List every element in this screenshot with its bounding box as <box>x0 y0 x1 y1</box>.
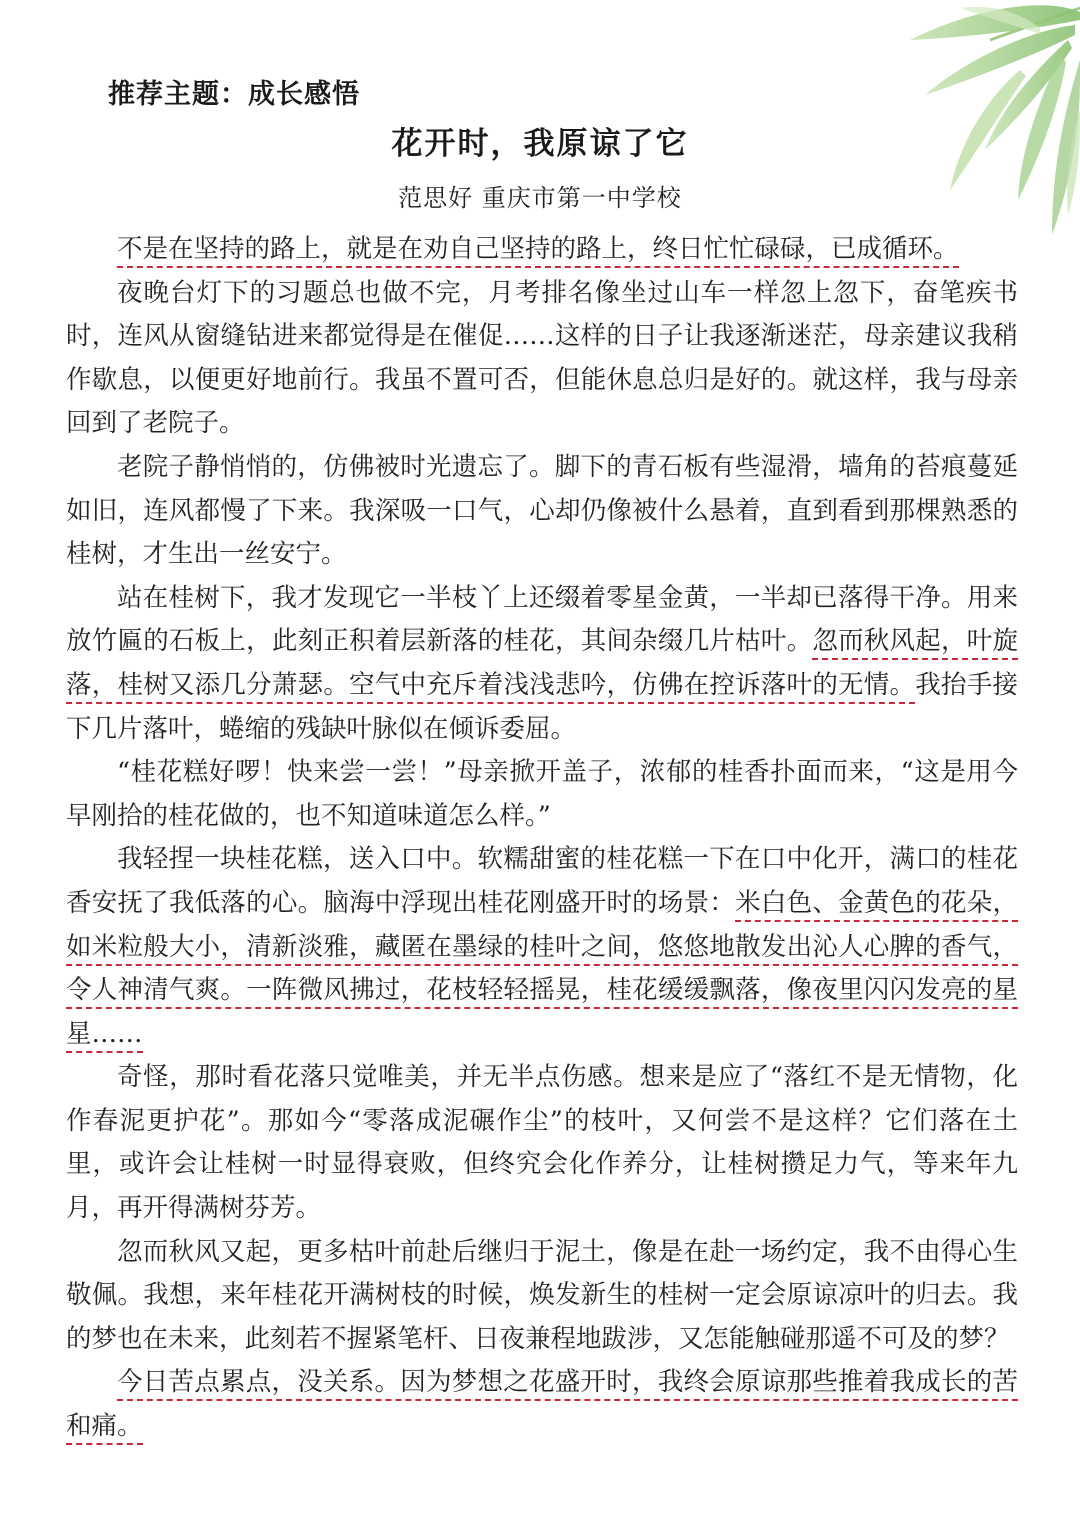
paragraph <box>66 1056 1018 1230</box>
paragraph-text: 奇怪，那时看花落只觉唯美，并无半点伤感。想来是应了“落红不是无情物，化作春泥更护花”。那如今“零落成泥碾作尘”的枝叶，又何尝不是这样？它们落在土里，或许会让桂树一时显得衰败，但终究会化作养分，让桂树攒足力气，等来年九月，再开得满树芬芳。 <box>66 1062 1018 1224</box>
paragraph-text: “桂花糕好啰！快来尝一尝！”母亲掀开盖子，浓郁的桂香扑面而来，“这是用今早刚拾的桂花做的，也不知道味道怎么样。” <box>66 757 1018 831</box>
paragraph <box>66 838 1018 1056</box>
essay-body <box>66 228 1018 1449</box>
paragraph <box>66 228 1018 272</box>
paragraph-text: 忽而秋风又起，更多枯叶前赴后继归于泥土，像是在赴一场约定，我不由得心生敬佩。我想，来年桂花开满树枝的时候，焕发新生的桂树一定会原谅凉叶的归去。我的梦也在未来，此刻若不握紧笔杆、日夜兼程地跋涉，又怎能触碰那遥不可及的梦？ <box>66 1236 1018 1354</box>
essay-title: 花开时，我原谅了它 <box>391 126 689 162</box>
paragraph-text: 夜晚台灯下的习题总也做不完，月考排名像坐过山车一样忽上忽下，奋笔疾书时，连风从窗缝钻进来都觉得是在催促……这样的日子让我逐渐迷茫，母亲建议我稍作歇息，以便更好地前行。我虽不置可否，但能休息总归是好的。就这样，我与母亲回到了老院子。 <box>66 277 1018 439</box>
paragraph <box>66 446 1018 577</box>
paragraph-text: 我抬手接下几片落叶，蜷缩的残缺叶脉似在倾诉委屈。 <box>66 669 1018 744</box>
paragraph <box>66 1231 1018 1362</box>
paragraph <box>66 1361 1018 1448</box>
paragraph-text: 站在桂树下，我才发现它一半枝丫上还缀着零星金黄，一半却已落得干净。用来放竹匾的石板上，此刻正积着层新落的桂花，其间杂缀几片枯叶。 <box>66 582 1018 657</box>
paragraph-text: 我轻捏一块桂花糕，送入口中。软糯甜蜜的桂花糕一下在口中化开，满口的桂花香安抚了我低落的心。脑海中浮现出桂花刚盛开时的场景： <box>66 844 1018 918</box>
recommended-theme: 推荐主题：成长感悟 <box>108 79 360 110</box>
paragraph <box>66 577 1018 751</box>
paragraph-text: 老院子静悄悄的，仿佛被时光遗忘了。脚下的青石板有些湿滑，墙角的苔痕蔓延如旧，连风都慢了下来。我深吸一口气，心却仍像被什么悬着，直到看到那棵熟悉的桂树，才生出一丝安宁。 <box>66 451 1018 570</box>
underlined-sentence: 不是在坚持的路上，就是在劝自己坚持的路上，终日忙忙碌碌，已成循环。 <box>117 234 959 268</box>
underlined-sentence: 今日苦点累点，没关系。因为梦想之花盛开时，我终会原谅那些推着我成长的苦和痛。 <box>66 1367 1018 1445</box>
underlined-sentence: 米白色、金黄色的花朵，如米粒般大小，清新淡雅，藏匿在墨绿的桂叶之间，悠悠地散发出沁人心脾的香气，令人神清气爽。一阵微风拂过，花枝轻轻摇晃，桂花缓缓飘落，像夜里闪闪发亮的星星…… <box>66 888 1018 1053</box>
underlined-sentence: 忽而秋风起，叶旋落，桂树又添几分萧瑟。空气中充斥着浅浅悲吟，仿佛在控诉落叶的无情。 <box>66 626 1018 704</box>
paragraph <box>66 272 1018 446</box>
author-school: 范思好 重庆市第一中学校 <box>398 184 682 212</box>
paragraph <box>66 751 1018 838</box>
